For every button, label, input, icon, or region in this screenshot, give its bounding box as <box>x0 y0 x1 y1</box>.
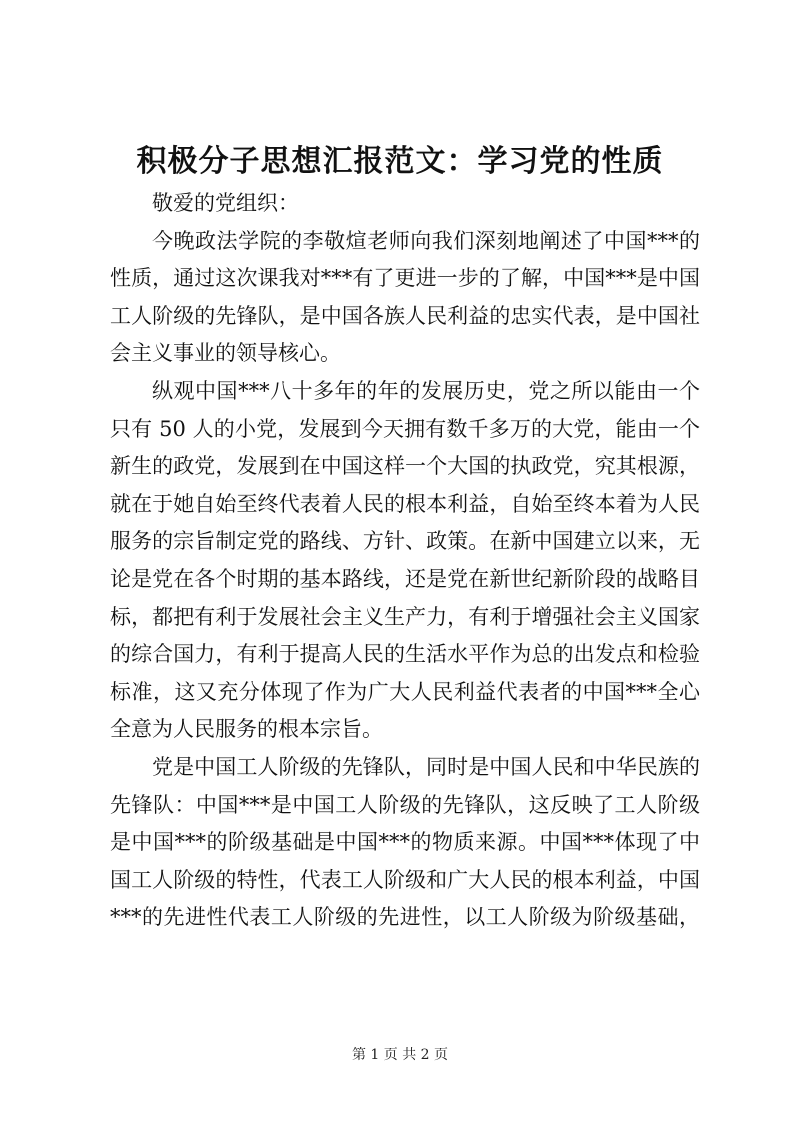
text-line: 今晚政法学院的李敬煊老师向我们深刻地阐述了中国***的 <box>152 228 700 253</box>
text-line: 国工人阶级的特性，代表工人阶级和广大人民的根本利益，中国 <box>110 867 700 892</box>
text-line: 纵观中国***八十多年的年的发展历史，党之所以能由一个 <box>152 378 700 403</box>
page-footer: 第 1 页 共 2 页 <box>351 1047 449 1063</box>
paragraph-1 <box>110 223 700 373</box>
text-line: 全意为人民服务的根本宗旨。 <box>110 717 383 742</box>
text-line: 会主义事业的领导核心。 <box>110 341 341 366</box>
text-line: 工人阶级的先锋队，是中国各族人民利益的忠实代表，是中国社 <box>110 303 700 328</box>
text-line: ***的先进性代表工人阶级的先进性，以工人阶级为阶级基础， <box>110 905 700 930</box>
document-title: 积极分子思想汇报范文：学习党的性质 <box>136 144 664 179</box>
text-line: 敬爱的党组织： <box>152 191 299 215</box>
text-line: 先锋队：中国***是中国工人阶级的先锋队，这反映了工人阶级 <box>110 792 700 817</box>
document-body <box>110 185 700 937</box>
paragraph-2 <box>110 373 700 749</box>
text-line: 性质，通过这次课我对***有了更进一步的了解，中国***是中国 <box>110 266 700 291</box>
text-line: 标准，这又充分体现了作为广大人民利益代表者的中国***全心 <box>110 679 700 704</box>
text-line: 就在于她自始至终代表着人民的根本利益，自始至终本着为人民 <box>110 491 700 516</box>
text-line: 的综合国力，有利于提高人民的生活水平作为总的出发点和检验 <box>110 642 700 667</box>
paragraph-3 <box>110 749 700 937</box>
salutation <box>110 185 700 223</box>
text-line: 只有 50 人的小党，发展到今天拥有数千多万的大党，能由一个 <box>110 416 700 441</box>
text-line: 党是中国工人阶级的先锋队，同时是中国人民和中华民族的 <box>152 754 700 779</box>
text-line: 是中国***的阶级基础是中国***的物质来源。中国***体现了中 <box>110 830 700 855</box>
text-line: 新生的政党，发展到在中国这样一个大国的执政党，究其根源， <box>110 454 700 479</box>
text-line: 论是党在各个时期的基本路线，还是党在新世纪新阶段的战略目 <box>110 566 700 591</box>
text-line: 标，都把有利于发展社会主义生产力，有利于增强社会主义国家 <box>110 604 700 629</box>
text-line: 服务的宗旨制定党的路线、方针、政策。在新中国建立以来，无 <box>110 529 700 554</box>
